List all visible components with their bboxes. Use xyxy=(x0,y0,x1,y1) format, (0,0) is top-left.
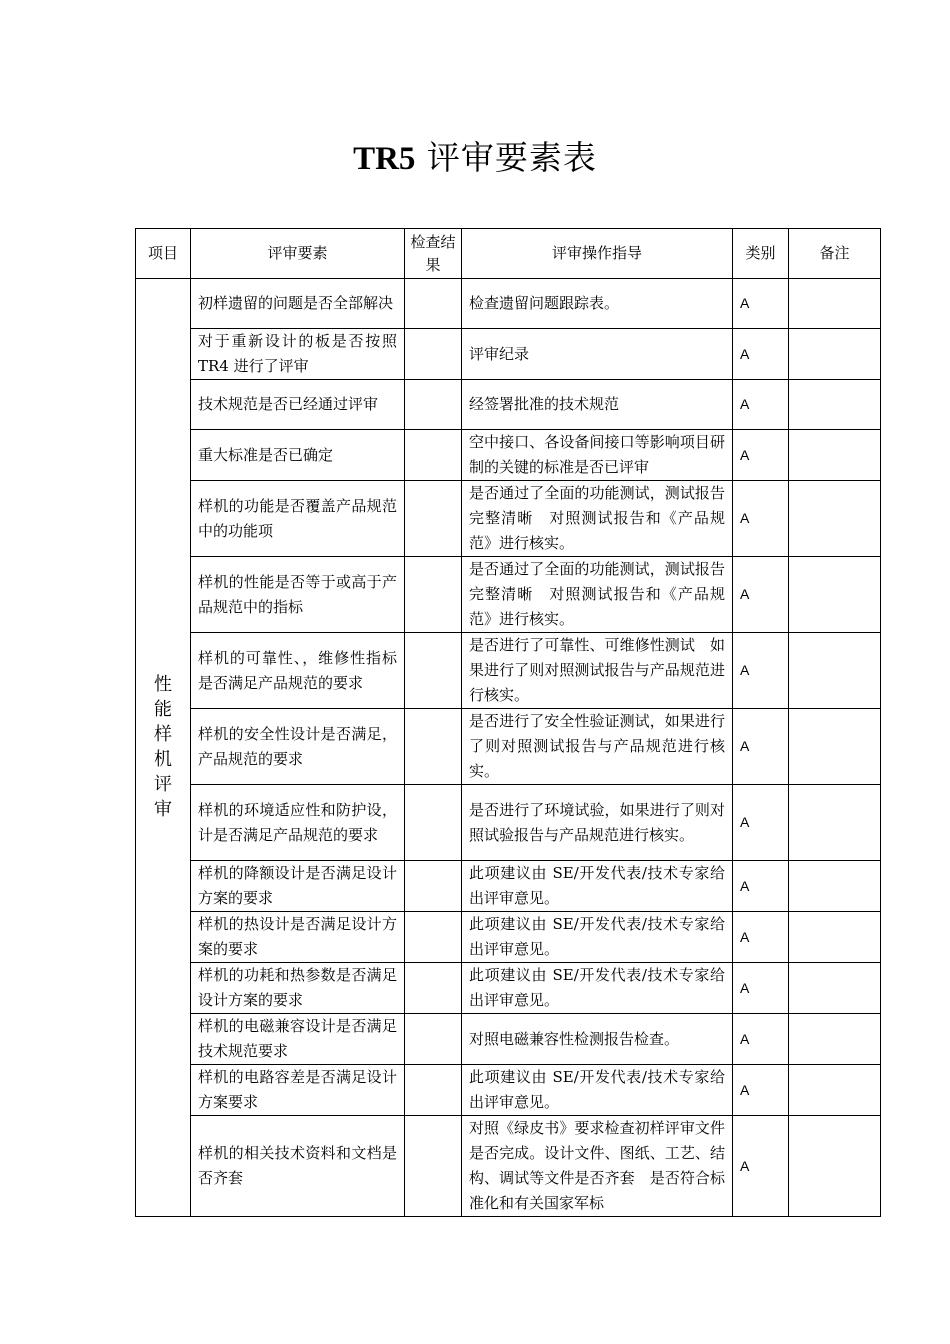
group-label: 性能样机评审 xyxy=(154,674,172,820)
review-element-cell: 样机的功能是否覆盖产品规范中的功能项 xyxy=(191,481,405,557)
type-cell: A xyxy=(733,1065,789,1116)
guide-cell: 对照电磁兼容性检测报告检查。 xyxy=(462,1014,733,1065)
table-row xyxy=(136,785,881,861)
header-element: 评审要素 xyxy=(191,229,405,279)
note-cell xyxy=(789,557,881,633)
guide-cell: 对照《绿皮书》要求检查初样评审文件是否完成。设计文件、图纸、工艺、结构、调试等文件是否齐套 是否符合标准化和有关国家军标 xyxy=(462,1116,733,1217)
check-result-cell xyxy=(405,430,462,481)
header-type: 类别 xyxy=(733,229,789,279)
guide-cell: 评审纪录 xyxy=(462,329,733,380)
check-result-cell xyxy=(405,380,462,430)
type-cell: A xyxy=(733,380,789,430)
review-element-cell: 样机的热设计是否满足设计方案的要求 xyxy=(191,912,405,963)
check-result-cell xyxy=(405,1116,462,1217)
note-cell xyxy=(789,1065,881,1116)
guide-cell: 是否进行了可靠性、可维修性测试 如果进行了则对照测试报告与产品规范进行核实。 xyxy=(462,633,733,709)
note-cell xyxy=(789,380,881,430)
table-row xyxy=(136,557,881,633)
table-row xyxy=(136,329,881,380)
review-element-cell: 样机的可靠性、，维修性指标是否满足产品规范的要求 xyxy=(191,633,405,709)
note-cell xyxy=(789,912,881,963)
check-result-cell xyxy=(405,557,462,633)
guide-cell: 是否进行了安全性验证测试，如果进行了则对照测试报告与产品规范进行核实。 xyxy=(462,709,733,785)
note-cell xyxy=(789,633,881,709)
type-cell: A xyxy=(733,633,789,709)
review-element-cell: 样机的环境适应性和防护设，计是否满足产品规范的要求 xyxy=(191,785,405,861)
table-row xyxy=(136,481,881,557)
check-result-cell xyxy=(405,861,462,912)
type-cell: A xyxy=(733,430,789,481)
guide-cell: 此项建议由 SE/开发代表/技术专家给出评审意见。 xyxy=(462,912,733,963)
table-row xyxy=(136,1116,881,1217)
type-cell: A xyxy=(733,279,789,329)
review-element-cell: 重大标准是否已确定 xyxy=(191,430,405,481)
guide-cell: 是否进行了环境试验，如果进行了则对照试验报告与产品规范进行核实。 xyxy=(462,785,733,861)
type-cell: A xyxy=(733,861,789,912)
table-row xyxy=(136,912,881,963)
check-result-cell xyxy=(405,633,462,709)
title-code: TR5 xyxy=(353,141,416,177)
note-cell xyxy=(789,279,881,329)
note-cell xyxy=(789,430,881,481)
note-cell xyxy=(789,1014,881,1065)
guide-cell: 此项建议由 SE/开发代表/技术专家给出评审意见。 xyxy=(462,963,733,1014)
table-row xyxy=(136,279,881,329)
note-cell xyxy=(789,709,881,785)
check-result-cell xyxy=(405,1014,462,1065)
note-cell xyxy=(789,481,881,557)
check-result-cell xyxy=(405,481,462,557)
review-elements-table xyxy=(135,228,881,1217)
type-cell: A xyxy=(733,785,789,861)
check-result-cell xyxy=(405,709,462,785)
review-element-cell: 样机的功耗和热参数是否满足设计方案的要求 xyxy=(191,963,405,1014)
check-result-cell xyxy=(405,329,462,380)
review-element-cell: 样机的电路容差是否满足设计方案要求 xyxy=(191,1065,405,1116)
header-guide: 评审操作指导 xyxy=(462,229,733,279)
table-row xyxy=(136,1065,881,1116)
guide-cell: 空中接口、各设备间接口等影响项目研制的关键的标准是否已评审 xyxy=(462,430,733,481)
table-header-row xyxy=(136,229,881,279)
title-text: 评审要素表 xyxy=(415,138,597,177)
document-title xyxy=(0,136,950,180)
note-cell xyxy=(789,785,881,861)
table-row xyxy=(136,633,881,709)
guide-cell: 此项建议由 SE/开发代表/技术专家给出评审意见。 xyxy=(462,1065,733,1116)
check-result-cell xyxy=(405,279,462,329)
check-result-cell xyxy=(405,912,462,963)
guide-cell: 是否通过了全面的功能测试，测试报告完整清晰 对照测试报告和《产品规范》进行核实。 xyxy=(462,481,733,557)
type-cell: A xyxy=(733,912,789,963)
table-row xyxy=(136,709,881,785)
type-cell: A xyxy=(733,329,789,380)
note-cell xyxy=(789,329,881,380)
review-element-cell: 样机的相关技术资料和文档是否齐套 xyxy=(191,1116,405,1217)
header-item: 项目 xyxy=(136,229,191,279)
note-cell xyxy=(789,1116,881,1217)
table-row xyxy=(136,963,881,1014)
type-cell: A xyxy=(733,709,789,785)
note-cell xyxy=(789,963,881,1014)
review-element-cell: 样机的性能是否等于或高于产品规范中的指标 xyxy=(191,557,405,633)
table-row xyxy=(136,380,881,430)
table-row xyxy=(136,1014,881,1065)
check-result-cell xyxy=(405,1065,462,1116)
guide-cell: 是否通过了全面的功能测试，测试报告完整清晰 对照测试报告和《产品规范》进行核实。 xyxy=(462,557,733,633)
type-cell: A xyxy=(733,481,789,557)
type-cell: A xyxy=(733,557,789,633)
review-element-cell: 样机的安全性设计是否满足，产品规范的要求 xyxy=(191,709,405,785)
header-note: 备注 xyxy=(789,229,881,279)
review-element-cell: 技术规范是否已经通过评审 xyxy=(191,380,405,430)
header-check-result: 检查结果 xyxy=(405,229,462,279)
review-element-cell: 初样遗留的问题是否全部解决 xyxy=(191,279,405,329)
review-element-cell: 样机的降额设计是否满足设计方案的要求 xyxy=(191,861,405,912)
check-result-cell xyxy=(405,963,462,1014)
type-cell: A xyxy=(733,1014,789,1065)
review-element-cell: 对于重新设计的板是否按照 TR4 进行了评审 xyxy=(191,329,405,380)
type-cell: A xyxy=(733,963,789,1014)
group-cell xyxy=(136,279,191,1217)
table-row xyxy=(136,430,881,481)
review-element-cell: 样机的电磁兼容设计是否满足技术规范要求 xyxy=(191,1014,405,1065)
table-row xyxy=(136,861,881,912)
guide-cell: 经签署批准的技术规范 xyxy=(462,380,733,430)
note-cell xyxy=(789,861,881,912)
type-cell: A xyxy=(733,1116,789,1217)
guide-cell: 此项建议由 SE/开发代表/技术专家给出评审意见。 xyxy=(462,861,733,912)
check-result-cell xyxy=(405,785,462,861)
guide-cell: 检查遗留问题跟踪表。 xyxy=(462,279,733,329)
